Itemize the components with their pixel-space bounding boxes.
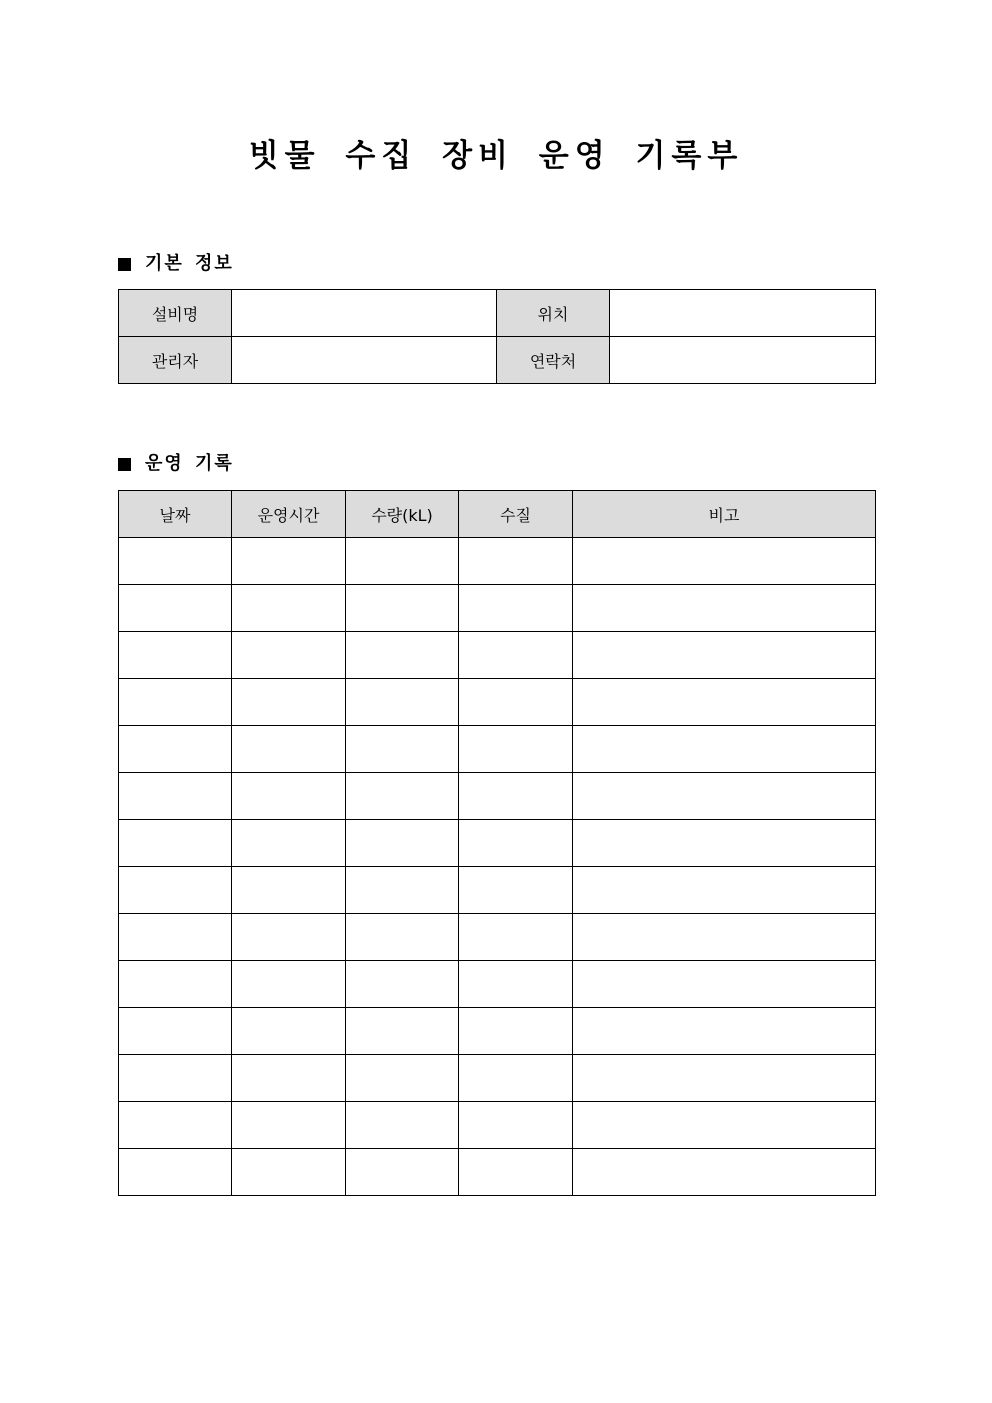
volume-cell[interactable] — [346, 961, 459, 1008]
table-row — [119, 1055, 876, 1102]
operating-hours-cell[interactable] — [232, 914, 346, 961]
volume-cell[interactable] — [346, 538, 459, 585]
manager-field[interactable] — [232, 337, 497, 384]
volume-cell[interactable] — [346, 914, 459, 961]
remarks-cell[interactable] — [573, 914, 876, 961]
remarks-cell[interactable] — [573, 1055, 876, 1102]
date-cell[interactable] — [119, 632, 232, 679]
table-row — [119, 1008, 876, 1055]
operation-log-body — [119, 538, 876, 1196]
date-cell[interactable] — [119, 726, 232, 773]
water-quality-cell[interactable] — [459, 538, 573, 585]
remarks-cell[interactable] — [573, 1008, 876, 1055]
column-header-operating-hours: 운영시간 — [232, 491, 346, 538]
volume-cell[interactable] — [346, 1008, 459, 1055]
remarks-cell[interactable] — [573, 726, 876, 773]
water-quality-cell[interactable] — [459, 1055, 573, 1102]
water-quality-cell[interactable] — [459, 632, 573, 679]
water-quality-cell[interactable] — [459, 1008, 573, 1055]
date-cell[interactable] — [119, 961, 232, 1008]
column-header-date: 날짜 — [119, 491, 232, 538]
remarks-cell[interactable] — [573, 1102, 876, 1149]
water-quality-cell[interactable] — [459, 914, 573, 961]
contact-field[interactable] — [610, 337, 876, 384]
column-header-volume: 수량(kL) — [346, 491, 459, 538]
date-cell[interactable] — [119, 867, 232, 914]
remarks-cell[interactable] — [573, 773, 876, 820]
operating-hours-cell[interactable] — [232, 538, 346, 585]
operating-hours-cell[interactable] — [232, 773, 346, 820]
date-cell[interactable] — [119, 1102, 232, 1149]
operation-log-table — [118, 490, 876, 1196]
label-manager: 관리자 — [119, 337, 232, 384]
table-row — [119, 820, 876, 867]
date-cell[interactable] — [119, 1149, 232, 1196]
remarks-cell[interactable] — [573, 1149, 876, 1196]
operating-hours-cell[interactable] — [232, 679, 346, 726]
table-row — [119, 726, 876, 773]
volume-cell[interactable] — [346, 585, 459, 632]
table-row — [119, 867, 876, 914]
table-row — [119, 1149, 876, 1196]
table-row — [119, 337, 876, 384]
column-header-water-quality: 수질 — [459, 491, 573, 538]
date-cell[interactable] — [119, 679, 232, 726]
water-quality-cell[interactable] — [459, 585, 573, 632]
volume-cell[interactable] — [346, 1102, 459, 1149]
water-quality-cell[interactable] — [459, 773, 573, 820]
location-field[interactable] — [610, 290, 876, 337]
operating-hours-cell[interactable] — [232, 726, 346, 773]
water-quality-cell[interactable] — [459, 1149, 573, 1196]
remarks-cell[interactable] — [573, 820, 876, 867]
volume-cell[interactable] — [346, 773, 459, 820]
label-equipment-name: 설비명 — [119, 290, 232, 337]
water-quality-cell[interactable] — [459, 679, 573, 726]
table-row — [119, 585, 876, 632]
remarks-cell[interactable] — [573, 585, 876, 632]
section-heading-operation-log — [118, 451, 234, 477]
table-row — [119, 773, 876, 820]
operating-hours-cell[interactable] — [232, 1102, 346, 1149]
operating-hours-cell[interactable] — [232, 1149, 346, 1196]
label-contact: 연락처 — [497, 337, 610, 384]
table-row — [119, 632, 876, 679]
operating-hours-cell[interactable] — [232, 820, 346, 867]
table-header-row — [119, 491, 876, 538]
date-cell[interactable] — [119, 914, 232, 961]
table-row — [119, 538, 876, 585]
remarks-cell[interactable] — [573, 961, 876, 1008]
date-cell[interactable] — [119, 538, 232, 585]
operating-hours-cell[interactable] — [232, 1055, 346, 1102]
table-row — [119, 679, 876, 726]
column-header-remarks: 비고 — [573, 491, 876, 538]
volume-cell[interactable] — [346, 1055, 459, 1102]
date-cell[interactable] — [119, 585, 232, 632]
table-row — [119, 961, 876, 1008]
water-quality-cell[interactable] — [459, 961, 573, 1008]
remarks-cell[interactable] — [573, 679, 876, 726]
water-quality-cell[interactable] — [459, 1102, 573, 1149]
date-cell[interactable] — [119, 773, 232, 820]
volume-cell[interactable] — [346, 867, 459, 914]
basic-info-table — [118, 289, 876, 384]
water-quality-cell[interactable] — [459, 820, 573, 867]
operating-hours-cell[interactable] — [232, 632, 346, 679]
operating-hours-cell[interactable] — [232, 1008, 346, 1055]
volume-cell[interactable] — [346, 632, 459, 679]
label-location: 위치 — [497, 290, 610, 337]
page-title: 빗물 수집 장비 운영 기록부 — [248, 138, 744, 174]
section-heading-label: 운영 기록 — [145, 453, 234, 474]
volume-cell[interactable] — [346, 679, 459, 726]
operating-hours-cell[interactable] — [232, 867, 346, 914]
table-row — [119, 290, 876, 337]
square-bullet-icon — [118, 258, 131, 271]
table-row — [119, 1102, 876, 1149]
water-quality-cell[interactable] — [459, 726, 573, 773]
table-row — [119, 914, 876, 961]
volume-cell[interactable] — [346, 820, 459, 867]
section-heading-basic-info — [118, 251, 234, 277]
remarks-cell[interactable] — [573, 632, 876, 679]
operating-hours-cell[interactable] — [232, 585, 346, 632]
date-cell[interactable] — [119, 1055, 232, 1102]
remarks-cell[interactable] — [573, 867, 876, 914]
equipment-name-field[interactable] — [232, 290, 497, 337]
water-quality-cell[interactable] — [459, 867, 573, 914]
remarks-cell[interactable] — [573, 538, 876, 585]
date-cell[interactable] — [119, 1008, 232, 1055]
operating-hours-cell[interactable] — [232, 961, 346, 1008]
date-cell[interactable] — [119, 820, 232, 867]
section-heading-label: 기본 정보 — [145, 253, 234, 274]
volume-cell[interactable] — [346, 726, 459, 773]
volume-cell[interactable] — [346, 1149, 459, 1196]
square-bullet-icon — [118, 458, 131, 471]
